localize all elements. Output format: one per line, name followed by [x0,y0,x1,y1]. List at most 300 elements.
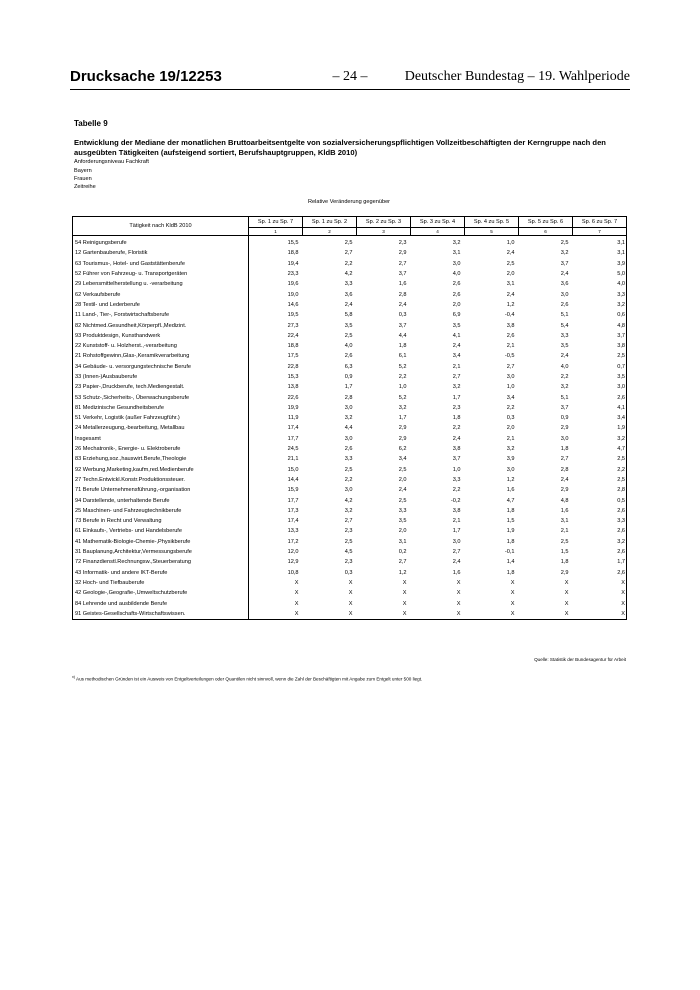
value-cell: X [402,600,407,607]
value-cell: 4,0 [560,363,569,370]
row-label: 22 Kunststoff- u. Holzherst.,-verarbeitung [73,341,249,351]
row-label: 93 Produktdesign, Kunsthandwerk [73,331,249,341]
value-cell: 3,7 [560,404,569,411]
value-cell: 3,0 [452,260,461,267]
value-cell: X [573,588,627,598]
row-label: 11 Land-, Tier-, Forstwirtschaftsberufe [73,310,249,320]
value-cell: X [348,590,353,597]
value-cell: X [573,578,627,588]
column-header: Sp. 1 zu Sp. 2 [303,217,357,228]
table-row [73,289,627,299]
value-cell: 3,2 [506,446,515,453]
page-header [70,66,630,90]
value-cell: 17,7 [287,435,299,442]
table-row [73,259,627,269]
column-header: Sp. 4 zu Sp. 5 [465,217,519,228]
table-row [73,568,627,578]
value-cell: X [348,600,353,607]
value-cell: 2,7 [452,374,461,380]
value-cell: 2,4 [452,435,461,442]
table-row [73,403,627,413]
value-cell: 2,4 [344,301,353,308]
value-cell: 3,0 [344,487,353,494]
table-row [73,526,627,536]
value-cell: 22,6 [287,394,299,401]
value-cell: 2,6 [452,291,461,298]
value-cell: 2,9 [560,569,569,576]
value-cell: 3,2 [573,537,627,547]
value-cell: 4,4 [344,425,353,432]
table-row [73,444,627,454]
value-cell: 2,8 [344,394,353,401]
value-cell: 2,3 [344,559,353,566]
table-label: Tabelle 9 [74,119,108,128]
value-cell: 21,1 [287,456,299,463]
value-cell: 2,6 [506,332,515,339]
parliament-title: Deutscher Bundestag – 19. Wahlperiode [404,69,630,84]
value-cell: 3,3 [344,456,353,463]
value-cell: 17,2 [287,538,299,545]
value-cell: 2,5 [573,351,627,361]
value-cell: 2,6 [573,568,627,578]
value-cell: 2,0 [506,425,515,432]
value-cell: 3,7 [452,456,461,463]
value-cell: 2,4 [560,271,569,278]
page-number: – 24 – [332,69,368,84]
value-cell: 5,2 [398,394,407,401]
value-cell: 6,3 [344,363,353,370]
value-cell: 3,2 [560,384,569,391]
value-cell: 2,0 [398,528,407,535]
footnote-marker: x) [72,675,75,679]
value-cell: X [357,609,411,620]
value-cell: X [573,609,627,620]
row-label: 28 Textil- und Lederberufe [73,300,249,310]
value-cell: 3,1 [506,281,515,288]
value-cell: 2,4 [506,250,515,257]
value-cell: -0,4 [504,312,515,319]
table-row [73,310,627,320]
table-body [73,236,627,620]
table-row [73,485,627,495]
table-row [73,269,627,279]
value-cell: 1,8 [506,569,515,576]
value-cell: X [456,600,461,607]
value-cell: 3,0 [560,291,569,298]
row-header: Tätigkeit nach KldB 2010 [73,217,249,236]
value-cell: 3,3 [573,516,627,526]
table-row [73,465,627,475]
row-label: 61 Einkaufs-, Vertriebs- und Handelsberufe [73,526,249,536]
table-row [73,382,627,392]
table-row [73,320,627,330]
value-cell: 2,2 [398,374,407,380]
value-cell: 0,3 [344,569,353,576]
value-cell: -0,1 [504,549,515,556]
value-cell: 2,7 [398,559,407,566]
row-label: 34 Gebäude- u. versorgungstechnische Berufe [73,362,249,372]
value-cell: 4,7 [506,497,515,504]
column-number: 1 [249,228,303,236]
table-row [73,372,627,382]
value-cell: 2,5 [560,240,569,247]
value-cell: 3,0 [344,435,353,442]
row-label: 81 Medizinische Gesundheitsberufe [73,403,249,413]
value-cell: 2,3 [398,240,407,247]
table-row [73,423,627,433]
header-rule [70,89,630,90]
value-cell: 3,8 [573,341,627,351]
value-cell: 1,9 [573,423,627,433]
value-cell: 2,9 [398,435,407,442]
column-number: 6 [519,228,573,236]
value-cell: 3,1 [560,518,569,525]
value-cell: 2,2 [452,425,461,432]
value-cell: -0,5 [504,353,515,360]
value-cell: 22,4 [287,332,299,339]
value-cell: 2,9 [398,250,407,257]
value-cell: 1,6 [506,487,515,494]
row-label: 12 Gartenbauberufe, Floristik [73,248,249,258]
value-cell: 2,7 [452,549,461,556]
value-cell: 2,5 [344,466,353,473]
value-cell: X [402,590,407,597]
value-cell: 0,9 [344,374,353,380]
value-cell: 5,4 [560,322,569,329]
value-cell: 4,0 [573,279,627,289]
value-cell: 3,2 [452,384,461,391]
value-cell: 3,5 [560,343,569,350]
value-cell: 4,4 [398,332,407,339]
value-cell: 14,6 [287,301,299,308]
value-cell: 2,8 [560,466,569,473]
value-cell: 3,5 [398,518,407,525]
value-cell: 3,3 [398,507,407,514]
value-cell: 1,8 [398,343,407,350]
value-cell: 3,3 [344,281,353,288]
value-cell: X [465,609,519,620]
value-cell: 1,6 [398,281,407,288]
table-row [73,547,627,557]
value-cell: 3,7 [560,260,569,267]
value-cell: 2,6 [344,353,353,360]
table-row [73,351,627,361]
value-cell: 3,1 [398,538,407,545]
value-cell: 3,0 [573,382,627,392]
value-cell: 15,9 [287,487,299,494]
value-cell: 1,7 [452,528,461,535]
row-label: 21 Rohstoffgewinn,Glas-,Keramikverarbeitung [73,351,249,361]
row-label: 27 Techn.Entwickl.Konstr.Produktionssteuer. [73,475,249,485]
row-label: 41 Mathematik-Biologie-Chemie-,Physikberufe [73,537,249,547]
value-cell: 0,9 [560,415,569,422]
meta-gender: Frauen [74,176,92,182]
row-label: 25 Maschinen- und Fahrzeugtechnikberufe [73,506,249,516]
value-cell: X [510,590,515,597]
value-cell: 1,5 [506,518,515,525]
value-cell: X [510,600,515,607]
value-cell: 3,2 [573,434,627,444]
value-cell: 3,1 [573,248,627,258]
value-cell: X [564,579,569,586]
value-cell: 19,4 [287,260,299,267]
value-cell: 2,4 [452,343,461,350]
row-label: 54 Reinigungsberufe [73,236,249,249]
data-table [72,216,627,620]
value-cell: 17,4 [287,518,299,525]
value-cell: 6,2 [398,446,407,453]
value-cell: 3,2 [573,300,627,310]
value-cell: 4,1 [573,403,627,413]
value-cell: 11,9 [288,415,299,422]
value-cell: 1,7 [573,557,627,567]
value-cell: 1,8 [452,415,461,422]
table-row [73,331,627,341]
table-row [73,516,627,526]
value-cell: 2,4 [398,301,407,308]
column-header: Sp. 1 zu Sp. 7 [249,217,303,228]
table-row [73,609,627,620]
value-cell: 3,4 [573,413,627,423]
value-cell: 4,2 [344,271,353,278]
table-row [73,475,627,485]
value-cell: 0,5 [573,495,627,505]
table-row [73,362,627,372]
value-cell: -0,2 [450,497,461,504]
value-cell: 3,8 [452,446,461,453]
column-number: 2 [303,228,357,236]
value-cell: 2,3 [452,404,461,411]
row-label: 51 Verkehr, Logistik (außer Fahrzeugführ.) [73,413,249,423]
value-cell: 3,3 [573,289,627,299]
value-cell: 17,7 [287,497,299,504]
value-cell: X [573,598,627,608]
value-cell: X [348,579,353,586]
value-cell: 2,2 [560,374,569,380]
value-cell: 2,2 [506,404,515,411]
value-cell: 1,6 [452,569,461,576]
value-cell: 1,8 [560,446,569,453]
value-cell: 2,5 [344,240,353,247]
value-cell: 6,9 [452,312,461,319]
value-cell: 1,6 [560,507,569,514]
value-cell: 2,9 [560,425,569,432]
value-cell: 2,5 [398,497,407,504]
row-label: 83 Erziehung,soz.,hauswirt.Berufe,Theologie [73,454,249,464]
value-cell: 27,3 [287,322,299,329]
value-cell: 2,0 [452,301,461,308]
value-cell: 14,4 [287,476,299,483]
value-cell: 3,4 [398,456,407,463]
table-row [73,506,627,516]
footnote-text: Aus methodischen Gründen ist ein Ausweis von Entgeltverteilungen oder Quantilen nicht sinnvoll, wenn die Zahl der Beschäftigten mit Angabe zum Entgelt unter 500 liegt. [75,676,423,682]
value-cell: 2,7 [344,518,353,525]
value-cell: 1,7 [398,415,407,422]
value-cell: 2,6 [560,301,569,308]
row-label: 82 Nichtmed.Gesundheit,Körperpfl.,Medizint. [73,320,249,330]
value-cell: 3,6 [560,281,569,288]
table-row [73,413,627,423]
value-cell: 3,7 [398,322,407,329]
value-cell: X [294,579,299,586]
row-label: 29 Lebensmittelherstellung u. -verarbeitung [73,279,249,289]
value-cell: 19,6 [287,281,299,288]
row-label: 72 Finanzdienstl.Rechnungsw.,Steuerberatung [73,557,249,567]
value-cell: 2,7 [506,363,515,370]
value-cell: X [564,590,569,597]
table-row [73,248,627,258]
row-label: 23 Papier-,Druckberufe, tech.Mediengestalt. [73,382,249,392]
value-cell: 2,3 [344,528,353,535]
table-row [73,578,627,588]
value-cell: X [456,590,461,597]
value-cell: 3,1 [452,250,461,257]
row-label: 52 Führer von Fahrzeug- u. Transportgeräten [73,269,249,279]
value-cell: 1,0 [398,384,407,391]
value-cell: 2,8 [573,485,627,495]
value-cell: 5,1 [560,312,569,319]
value-cell: 2,6 [452,281,461,288]
value-cell: 2,6 [573,392,627,402]
column-header: Sp. 5 zu Sp. 6 [519,217,573,228]
value-cell: 4,8 [573,320,627,330]
footnote [72,675,422,682]
table-row [73,454,627,464]
row-label: 53 Schutz-,Sicherheits-, Überwachungsberufe [73,392,249,402]
value-cell: 1,8 [560,559,569,566]
column-number: 7 [573,228,627,236]
value-cell: 3,8 [452,507,461,514]
row-label: 32 Hoch- und Tiefbauberufe [73,578,249,588]
value-cell: 19,0 [287,291,299,298]
value-cell: X [294,590,299,597]
value-cell: 2,1 [506,435,515,442]
value-cell: 13,8 [287,384,299,391]
value-cell: 2,6 [344,446,353,453]
value-cell: 4,5 [344,549,353,556]
value-cell: 4,1 [452,332,461,339]
column-number: 4 [411,228,465,236]
value-cell: 0,2 [398,549,407,556]
value-cell: 1,9 [506,528,515,535]
value-cell: 2,5 [560,538,569,545]
value-cell: 3,7 [398,271,407,278]
value-cell: 2,7 [344,250,353,257]
row-label: 94 Darstellende, unterhaltende Berufe [73,495,249,505]
value-cell: 2,5 [344,538,353,545]
value-cell: 4,0 [452,271,461,278]
value-cell: 0,7 [573,362,627,372]
value-cell: 5,8 [344,312,353,319]
value-cell: 22,8 [287,363,299,370]
value-cell: 4,8 [560,497,569,504]
value-cell: 3,2 [344,507,353,514]
value-cell: 1,0 [506,384,515,391]
value-cell: 2,4 [398,487,407,494]
value-cell: 1,7 [452,394,461,401]
value-cell: X [411,609,465,620]
table-row [73,300,627,310]
value-cell: X [564,600,569,607]
value-cell: 2,9 [398,425,407,432]
value-cell: 2,4 [560,353,569,360]
value-cell: 1,8 [506,507,515,514]
value-cell: 3,7 [573,331,627,341]
value-cell: 3,0 [506,466,515,473]
value-cell: 2,4 [452,559,461,566]
value-cell: 0,6 [573,310,627,320]
value-cell: 2,0 [398,476,407,483]
row-label: 42 Geologie-,Geografie-,Umweltschutzberufe [73,588,249,598]
table-row [73,279,627,289]
value-cell: 1,2 [398,569,407,576]
value-cell: 3,4 [452,353,461,360]
meta-series: Zeitreihe [74,184,96,190]
value-cell: 17,3 [287,507,299,514]
value-cell: 15,0 [287,466,299,473]
value-cell: 3,9 [506,456,515,463]
value-cell: 12,0 [287,549,299,556]
value-cell: 1,7 [344,384,353,391]
table-title: Entwicklung der Mediane der monatlichen Bruttoarbeitsentgelte von sozialversicherungspflichtigen Vollzeitbeschäftigten der Kerngruppe nach den ausgeübten Tätigkeiten (aufsteigend sortiert, Berufshauptgruppen, KldB 2010) [74,138,606,157]
table-row [73,341,627,351]
value-cell: 2,1 [452,518,461,525]
value-cell: 3,2 [344,415,353,422]
meta-region: Bayern [74,168,92,174]
table-row [73,537,627,547]
value-cell: X [510,579,515,586]
value-cell: 23,3 [287,271,299,278]
value-cell: 2,7 [560,456,569,463]
value-cell: 6,1 [398,353,407,360]
row-label: 73 Berufe in Recht und Verwaltung [73,516,249,526]
value-cell: 2,5 [344,332,353,339]
value-cell: 0,3 [398,312,407,319]
value-cell: 18,8 [287,343,299,350]
row-label: 71 Berufe Unternehmensführung,-organisation [73,485,249,495]
value-cell: 5,1 [560,394,569,401]
value-cell: 4,0 [344,343,353,350]
value-cell: 3,5 [344,322,353,329]
column-header: Sp. 3 zu Sp. 4 [411,217,465,228]
value-cell: 2,5 [573,475,627,485]
row-label: 24 Metallerzeugung,-bearbeitung, Metallbau [73,423,249,433]
value-cell: 3,2 [398,404,407,411]
value-cell: X [519,609,573,620]
column-number: 3 [357,228,411,236]
meta-requirement-level: Anforderungsniveau Fachkraft [74,159,149,165]
value-cell: 2,6 [573,547,627,557]
value-cell: 3,5 [573,372,627,382]
value-cell: 17,5 [287,353,299,360]
value-cell: 24,5 [287,446,299,453]
value-cell: 0,3 [506,415,515,422]
row-label: 33 (Innen-)Ausbauberufe [73,372,249,382]
value-cell: 2,5 [506,260,515,267]
value-cell: 3,0 [506,374,515,380]
value-cell: 19,9 [287,404,299,411]
value-cell: 2,2 [344,476,353,483]
table-row [73,588,627,598]
row-label: 31 Bauplanung,Architektur,Vermessungsberufe [73,547,249,557]
value-cell: 3,4 [506,394,515,401]
table-row [73,392,627,402]
value-cell: 13,3 [287,528,299,535]
table-row [73,557,627,567]
value-cell: 2,1 [452,363,461,370]
table-row [73,495,627,505]
value-cell: 2,5 [573,454,627,464]
